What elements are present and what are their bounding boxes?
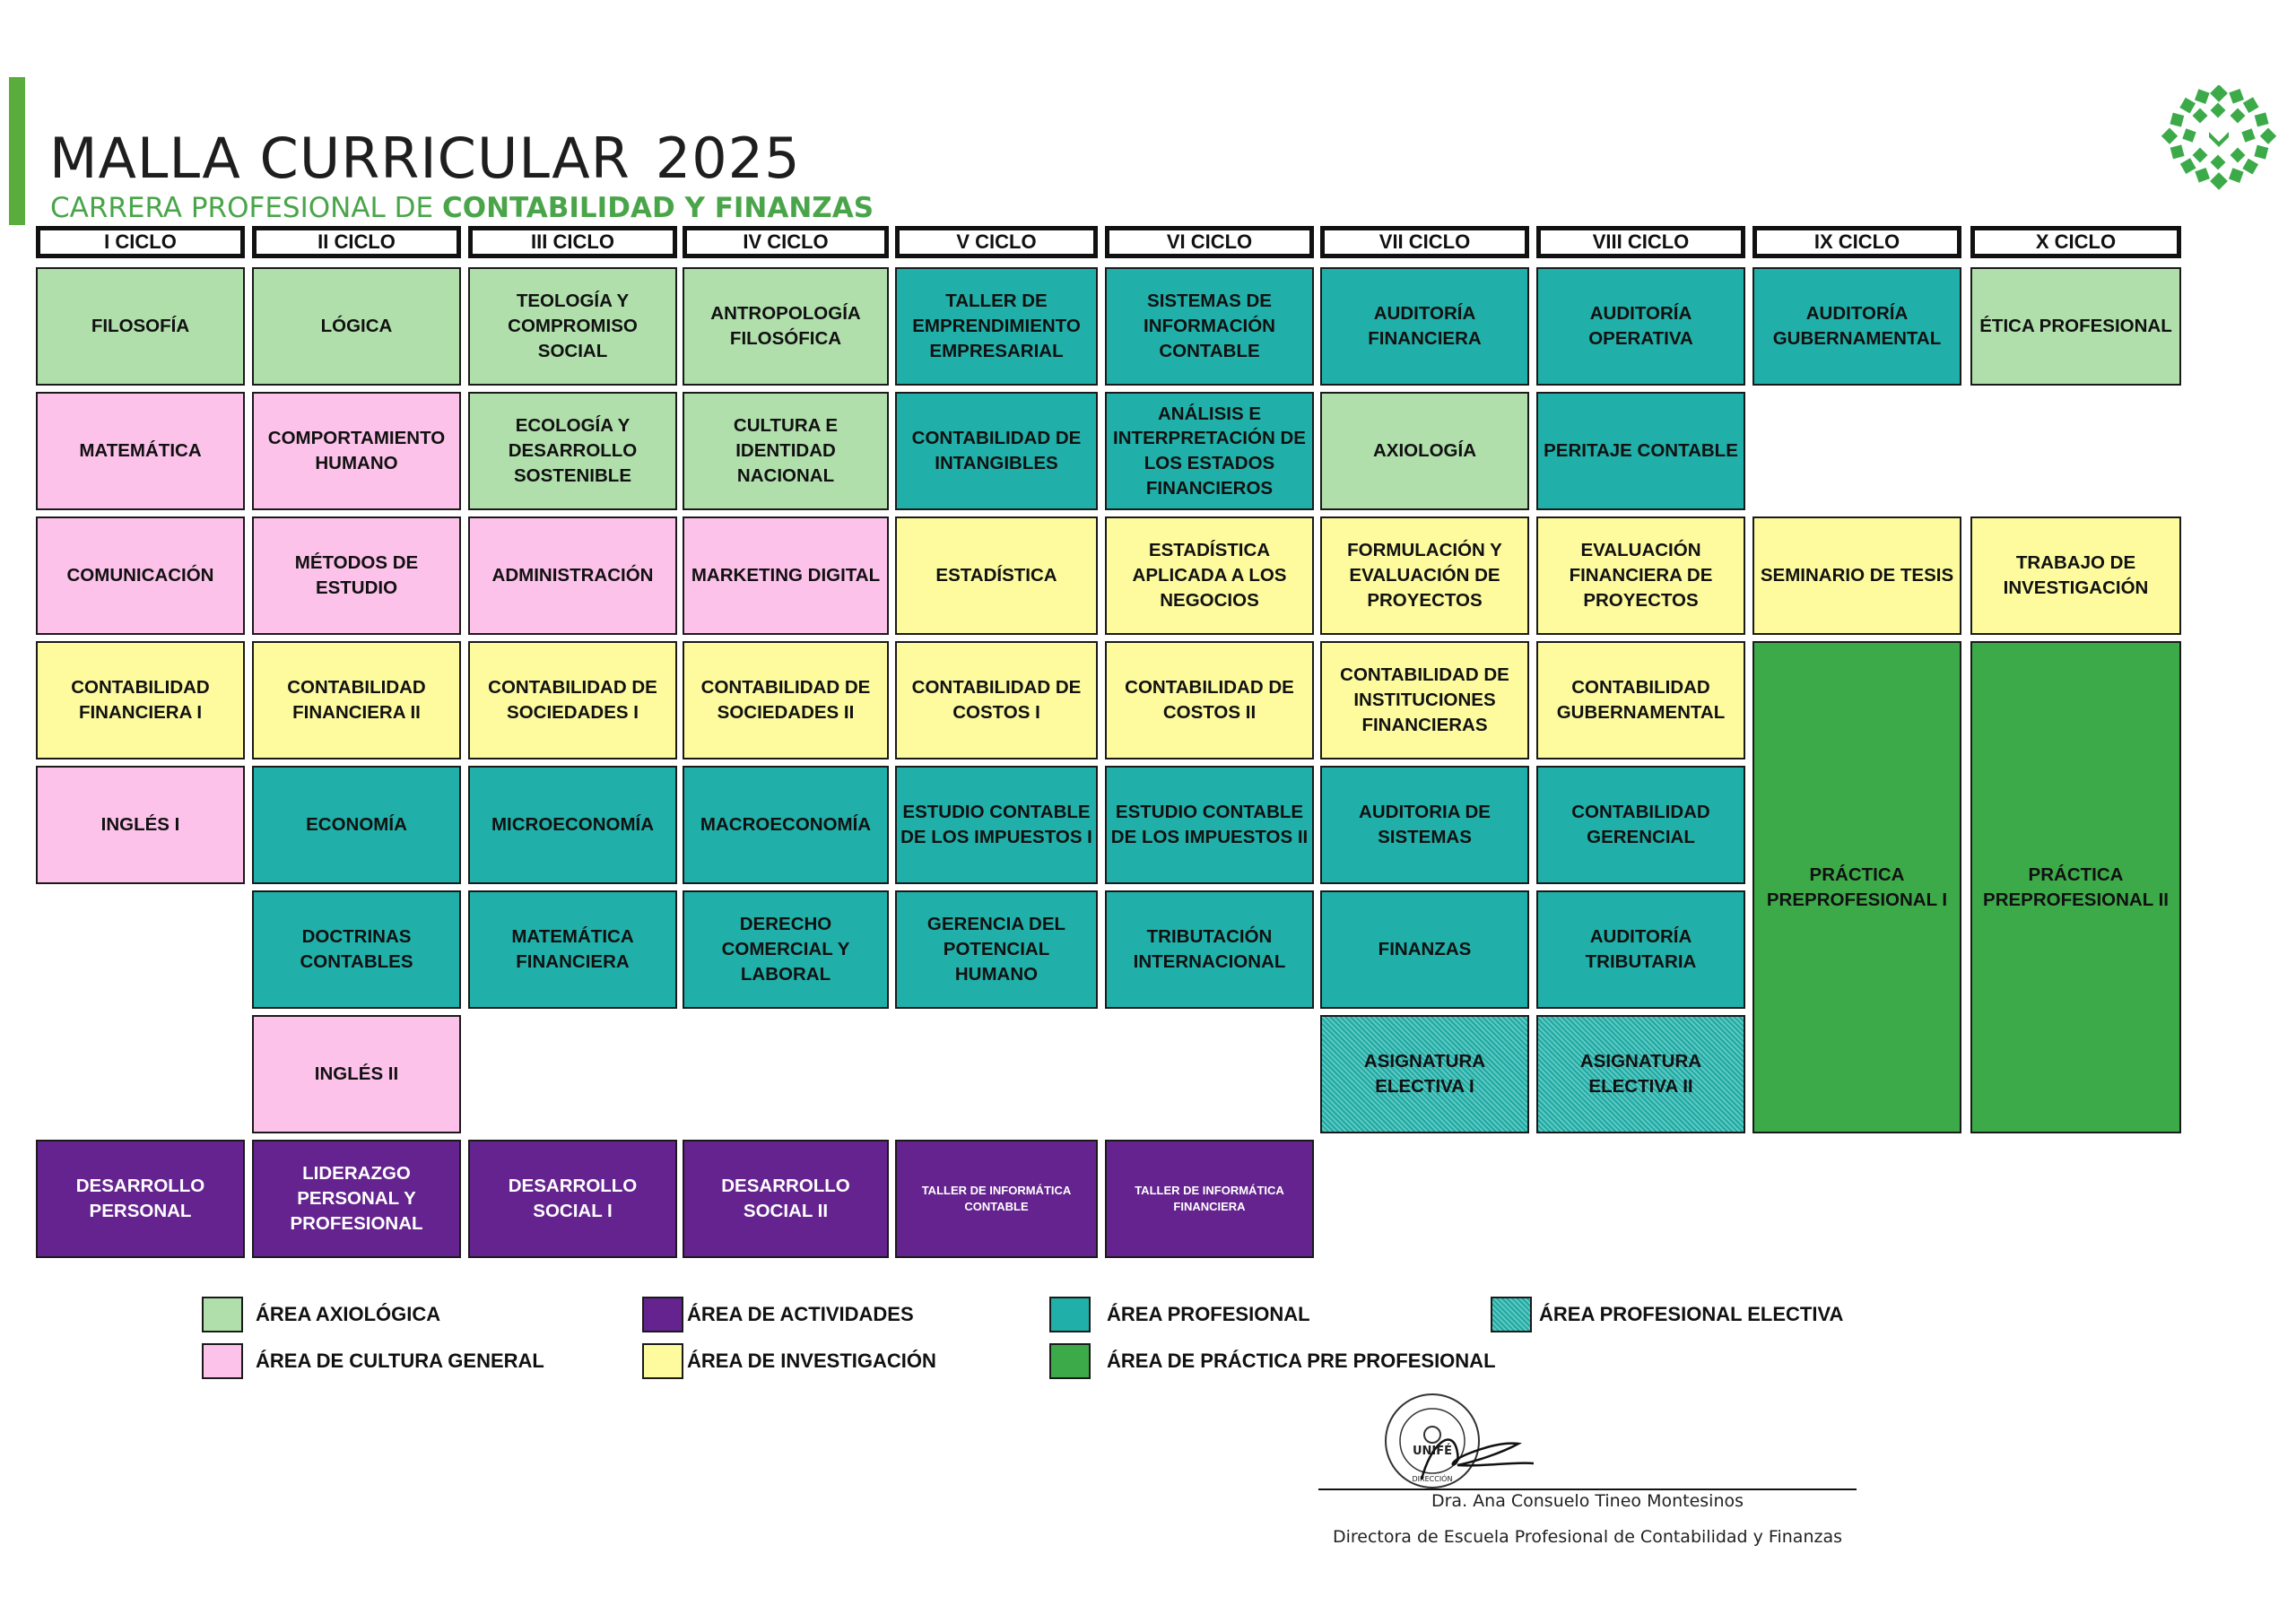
course-cell: ANÁLISIS E INTERPRETACIÓN DE LOS ESTADOS FINANCIEROS	[1105, 392, 1314, 510]
course-cell: CONTABILIDAD GUBERNAMENTAL	[1536, 641, 1745, 759]
course-cell: ECONOMÍA	[252, 766, 461, 884]
course-cell: DESARROLLO SOCIAL I	[468, 1140, 677, 1258]
legend-swatch	[1049, 1343, 1091, 1379]
course-cell: ESTUDIO CONTABLE DE LOS IMPUESTOS II	[1105, 766, 1314, 884]
page-subtitle	[50, 192, 874, 224]
course-cell: EVALUACIÓN FINANCIERA DE PROYECTOS	[1536, 516, 1745, 635]
course-cell: DOCTRINAS CONTABLES	[252, 890, 461, 1009]
course-cell: TEOLOGÍA Y COMPROMISO SOCIAL	[468, 267, 677, 386]
course-cell: TALLER DE EMPRENDIMIENTO EMPRESARIAL	[895, 267, 1098, 386]
course-cell: ASIGNATURA ELECTIVA I	[1320, 1015, 1529, 1133]
course-cell: CONTABILIDAD DE INTANGIBLES	[895, 392, 1098, 510]
legend-label: ÁREA PROFESIONAL ELECTIVA	[1539, 1303, 1844, 1325]
course-cell: MACROECONOMÍA	[683, 766, 889, 884]
seal-text: UNIFÉ	[1412, 1445, 1453, 1458]
course-cell: INGLÉS II	[252, 1015, 461, 1133]
cycle-header-2: II CICLO	[252, 226, 461, 258]
legend-swatch	[1491, 1297, 1532, 1332]
legend-label: ÁREA DE CULTURA GENERAL	[256, 1350, 544, 1372]
signatory-role: Directora de Escuela Profesional de Contabilidad y Finanzas	[1332, 1527, 1843, 1547]
course-cell: CONTABILIDAD DE SOCIEDADES I	[468, 641, 677, 759]
legend-swatch	[202, 1297, 243, 1332]
subtitle-prefix: CARRERA PROFESIONAL DE	[50, 192, 434, 224]
legend-swatch	[1049, 1297, 1091, 1332]
seal-and-signature-icon	[1368, 1390, 1583, 1488]
course-cell: ECOLOGÍA Y DESARROLLO SOSTENIBLE	[468, 392, 677, 510]
signatory-name: Dra. Ana Consuelo Tineo Montesinos	[1431, 1491, 1744, 1511]
course-cell: AUDITORIA DE SISTEMAS	[1320, 766, 1529, 884]
course-cell: ADMINISTRACIÓN	[468, 516, 677, 635]
course-cell: LIDERAZGO PERSONAL Y PROFESIONAL	[252, 1140, 461, 1258]
course-cell: TALLER DE INFORMÁTICA FINANCIERA	[1105, 1140, 1314, 1258]
course-cell: CONTABILIDAD FINANCIERA I	[36, 641, 245, 759]
course-cell: MÉTODOS DE ESTUDIO	[252, 516, 461, 635]
seal-subtext: DIRECCIÓN	[1412, 1475, 1453, 1483]
cycle-header-1: I CICLO	[36, 226, 245, 258]
course-cell: AUDITORÍA OPERATIVA	[1536, 267, 1745, 386]
course-cell: GERENCIA DEL POTENCIAL HUMANO	[895, 890, 1098, 1009]
accent-bar	[9, 77, 25, 225]
legend-swatch	[642, 1343, 683, 1379]
course-cell: DERECHO COMERCIAL Y LABORAL	[683, 890, 889, 1009]
course-cell: DESARROLLO PERSONAL	[36, 1140, 245, 1258]
course-cell: CONTABILIDAD DE COSTOS I	[895, 641, 1098, 759]
cycle-header-5: V CICLO	[895, 226, 1098, 258]
legend-label: ÁREA DE INVESTIGACIÓN	[687, 1350, 936, 1372]
university-logo-icon	[2157, 85, 2283, 193]
course-cell: ESTADÍSTICA APLICADA A LOS NEGOCIOS	[1105, 516, 1314, 635]
course-cell: COMUNICACIÓN	[36, 516, 245, 635]
course-cell: AUDITORÍA TRIBUTARIA	[1536, 890, 1745, 1009]
subtitle-career: CONTABILIDAD Y FINANZAS	[441, 192, 874, 224]
legend-cultura	[202, 1343, 544, 1379]
course-cell: PERITAJE CONTABLE	[1536, 392, 1745, 510]
legend-practica	[1049, 1343, 1496, 1379]
page-title: MALLA CURRICULAR 2025	[49, 126, 801, 191]
cycle-header-10: X CICLO	[1970, 226, 2181, 258]
cycle-header-3: III CICLO	[468, 226, 677, 258]
course-cell: LÓGICA	[252, 267, 461, 386]
course-cell: MARKETING DIGITAL	[683, 516, 889, 635]
course-cell: ANTROPOLOGÍA FILOSÓFICA	[683, 267, 889, 386]
course-cell: CULTURA E IDENTIDAD NACIONAL	[683, 392, 889, 510]
course-cell: CONTABILIDAD FINANCIERA II	[252, 641, 461, 759]
course-cell: TALLER DE INFORMÁTICA CONTABLE	[895, 1140, 1098, 1258]
legend-label: ÁREA DE ACTIVIDADES	[687, 1303, 914, 1325]
course-cell: MATEMÁTICA FINANCIERA	[468, 890, 677, 1009]
course-cell: TRIBUTACIÓN INTERNACIONAL	[1105, 890, 1314, 1009]
course-cell: CONTABILIDAD DE INSTITUCIONES FINANCIERAS	[1320, 641, 1529, 759]
cycle-header-9: IX CICLO	[1752, 226, 1961, 258]
course-cell: MICROECONOMÍA	[468, 766, 677, 884]
course-cell: ESTUDIO CONTABLE DE LOS IMPUESTOS I	[895, 766, 1098, 884]
course-cell: COMPORTAMIENTO HUMANO	[252, 392, 461, 510]
signature-line	[1318, 1488, 1857, 1490]
legend-electiva	[1491, 1297, 1843, 1332]
course-cell: ESTADÍSTICA	[895, 516, 1098, 635]
course-cell: CONTABILIDAD GERENCIAL	[1536, 766, 1745, 884]
legend-profesional	[1049, 1297, 1310, 1332]
legend-swatch	[642, 1297, 683, 1332]
cycle-header-6: VI CICLO	[1105, 226, 1314, 258]
course-cell: FINANZAS	[1320, 890, 1529, 1009]
legend-actividades	[642, 1297, 914, 1332]
course-cell: PRÁCTICA PREPROFESIONAL II	[1970, 641, 2181, 1133]
course-cell: DESARROLLO SOCIAL II	[683, 1140, 889, 1258]
legend-swatch	[202, 1343, 243, 1379]
course-cell: ASIGNATURA ELECTIVA II	[1536, 1015, 1745, 1133]
legend-label: ÁREA AXIOLÓGICA	[256, 1303, 441, 1325]
course-cell: SEMINARIO DE TESIS	[1752, 516, 1961, 635]
course-cell: INGLÉS I	[36, 766, 245, 884]
legend-investigacion	[642, 1343, 936, 1379]
course-cell: ÉTICA PROFESIONAL	[1970, 267, 2181, 386]
legend-axiologica	[202, 1297, 440, 1332]
course-cell: CONTABILIDAD DE COSTOS II	[1105, 641, 1314, 759]
course-cell: TRABAJO DE INVESTIGACIÓN	[1970, 516, 2181, 635]
cycle-header-8: VIII CICLO	[1536, 226, 1745, 258]
legend-label: ÁREA DE PRÁCTICA PRE PROFESIONAL	[1107, 1350, 1496, 1372]
course-cell: MATEMÁTICA	[36, 392, 245, 510]
course-cell: AXIOLOGÍA	[1320, 392, 1529, 510]
course-cell: FILOSOFÍA	[36, 267, 245, 386]
course-cell: AUDITORÍA GUBERNAMENTAL	[1752, 267, 1961, 386]
course-cell: SISTEMAS DE INFORMACIÓN CONTABLE	[1105, 267, 1314, 386]
title-year: 2025	[655, 126, 801, 191]
course-cell: FORMULACIÓN Y EVALUACIÓN DE PROYECTOS	[1320, 516, 1529, 635]
course-cell: CONTABILIDAD DE SOCIEDADES II	[683, 641, 889, 759]
legend-label: ÁREA PROFESIONAL	[1107, 1303, 1310, 1325]
course-cell: PRÁCTICA PREPROFESIONAL I	[1752, 641, 1961, 1133]
cycle-header-4: IV CICLO	[683, 226, 889, 258]
cycle-header-7: VII CICLO	[1320, 226, 1529, 258]
course-cell: AUDITORÍA FINANCIERA	[1320, 267, 1529, 386]
